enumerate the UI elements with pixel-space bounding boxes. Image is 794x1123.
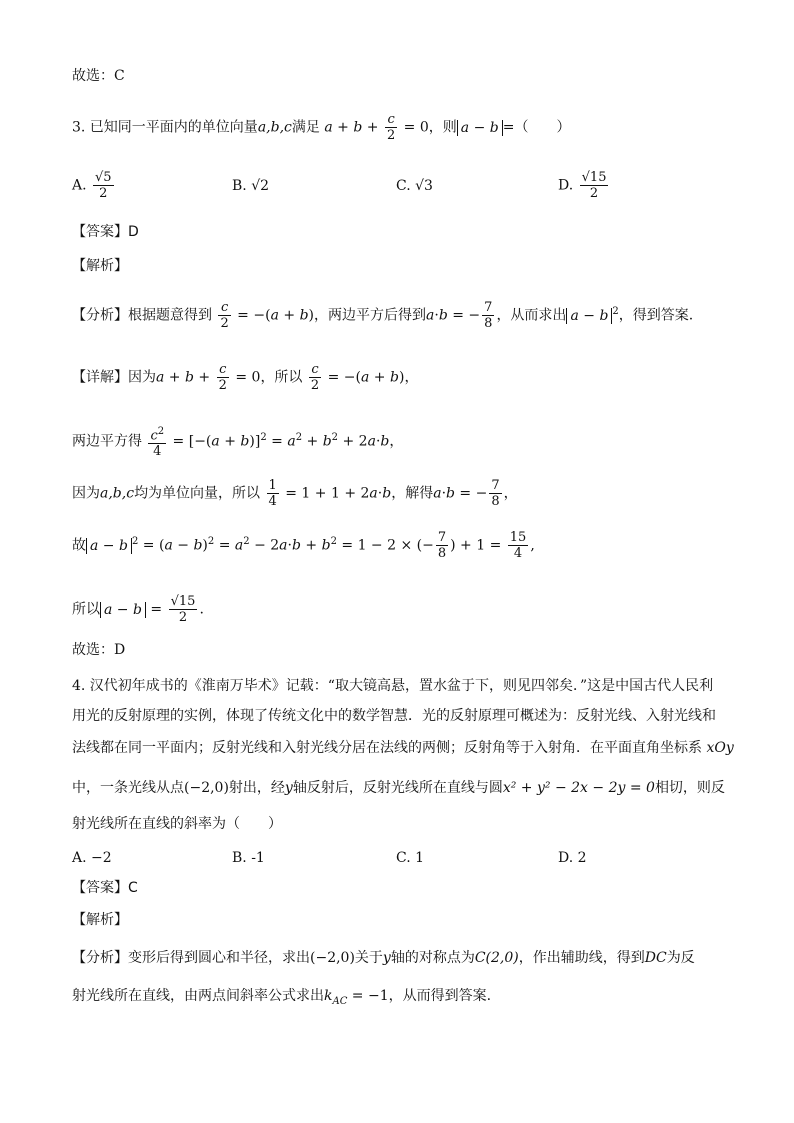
q3-frac-c-over-2: $\frac{c}{2}$ <box>386 112 396 143</box>
q4-stem-line-1: 4. 汉代初年成书的《淮南万毕术》记载：“取大镜高悬，置水盆于下，则见四邻矣．”这是中国古代人民利 <box>72 678 714 694</box>
q3-fenxi: 【分析】根据题意得到 $\frac{c}{2}$ = −(a + b)，两边平方后得到a·b = − $\frac{7}{8}$ ，从而求出 a − b $^2$，得到答案. <box>72 300 694 331</box>
q4-analysis-heading: 【解析】 <box>72 912 128 928</box>
q4-option-b: B. -1 <box>232 850 265 866</box>
q3-compute-step: 故 a − b $^2 = (a - b)^2 = a^2 - 2a\cdot b + b^2 = 1 - 2$ × (− $\frac{7}{8}$ ) + 1 = $\frac{15}{4}$ , <box>72 530 535 561</box>
q3-stem: 3. 已知同一平面内的单位向量a,b,c满足 a + b + $\frac{c}{2}$ = 0，则 a − b =（ ） <box>72 112 571 143</box>
q4-stem-line-3: 法线都在同一平面内；反射光线和入射光线分居在法线的两侧；反射角等于入射角．在平面直角坐标系 xOy <box>72 740 734 756</box>
q3-option-a: A. $\frac{√5}{2}$ <box>72 170 112 201</box>
q3-answer: 【答案】D <box>72 224 139 240</box>
q4-fenxi-line-1: 【分析】变形后得到圆心和半径，求出(−2,0)关于y轴的对称点为C(2,0)，作出辅助线，得到DC为反 <box>72 950 695 966</box>
q2-conclusion: 故选：C <box>72 68 125 84</box>
q3-square-step: 两边平方得 $\frac{c^2}{4}$ = $[-(a + b)]^2 = a^2 + b^2 + 2a\cdot b$， <box>72 426 404 460</box>
q3-result: 所以 a − b = $\frac{√15}{2}$ . <box>72 594 204 625</box>
q4-option-d: D. 2 <box>558 850 587 866</box>
q3-unit-step: 因为a,b,c均为单位向量，所以 $\frac{1}{4}$ = 1 + 1 + 2a·b，解得a·b = − $\frac{7}{8}$ ， <box>72 478 518 509</box>
q3-conclusion: 故选：D <box>72 642 126 658</box>
q4-answer: 【答案】C <box>72 880 138 896</box>
q4-stem-line-2: 用光的反射原理的实例，体现了传统文化中的数学智慧．光的反射原理可概述为：反射光线、入射光线和 <box>72 708 716 724</box>
q4-stem-line-5: 射光线所在直线的斜率为（ ） <box>72 816 282 832</box>
q4-stem-line-4: 中，一条光线从点(−2,0)射出，经y轴反射后，反射光线所在直线与圆x² + y² − 2x − 2y = 0相切，则反 <box>72 780 725 796</box>
q4-fenxi-line-2: 射光线所在直线，由两点间斜率公式求出$k_{AC} = -1$，从而得到答案. <box>72 988 492 1007</box>
q3-xiangjie: 【详解】因为a + b + $\frac{c}{2}$ = 0，所以 $\frac{c}{2}$ = −(a + b)， <box>72 362 419 393</box>
q3-option-b: B. √2 <box>232 178 270 194</box>
q4-option-a: A. −2 <box>72 850 112 866</box>
q3-option-d: D. $\frac{√15}{2}$ <box>558 170 607 201</box>
q3-analysis-heading: 【解析】 <box>72 258 128 274</box>
q3-option-c: C. √3 <box>396 178 433 194</box>
q4-option-c: C. 1 <box>396 850 425 866</box>
